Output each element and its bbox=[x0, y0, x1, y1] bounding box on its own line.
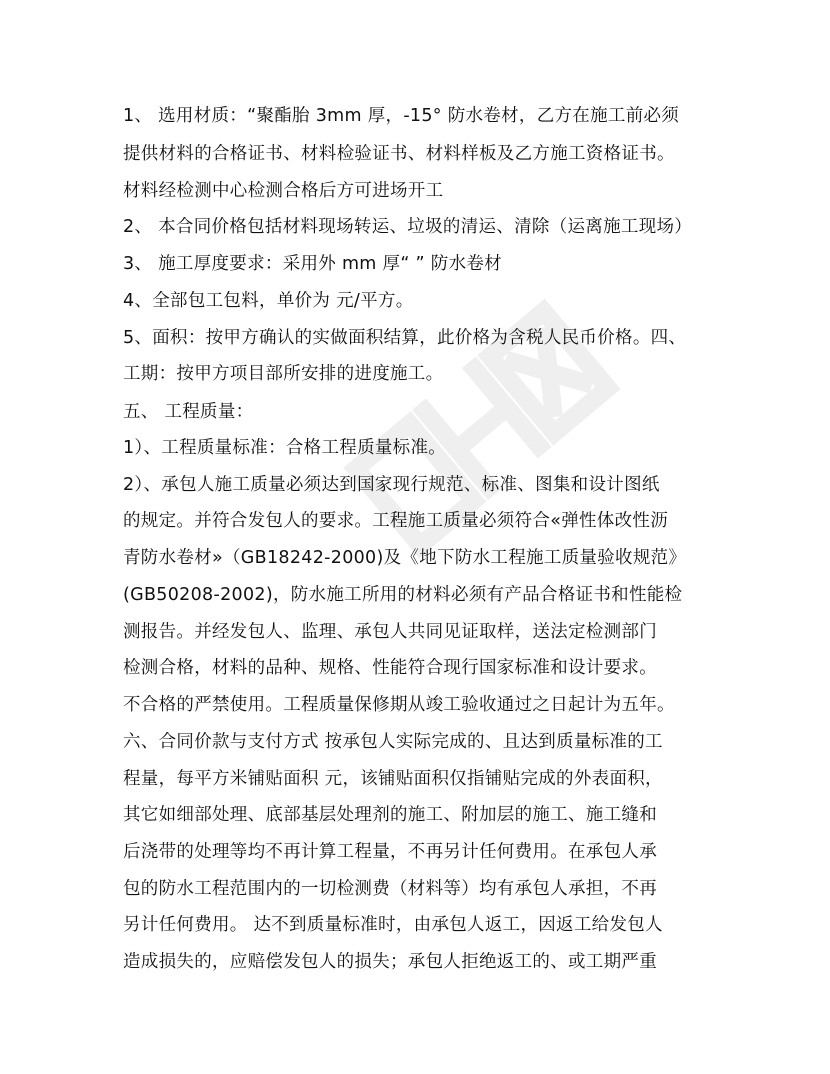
text-line: 1、 选用材质：“聚酯胎 3mm 厚，-15° 防水卷材，乙方在施工前必须 bbox=[123, 106, 680, 126]
text-line: 的规定。并符合发包人的要求。工程施工质量必须符合«弹性体改性沥 bbox=[123, 511, 669, 531]
text-line: 造成损失的，应赔偿发包人的损失；承包人拒绝返工的、或工期严重 bbox=[123, 952, 657, 972]
text-line: (GB50208-2002)，防水施工所用的材料必须有产品合格证书和性能检 bbox=[123, 585, 683, 605]
text-line: 不合格的严禁使用。工程质量保修期从竣工验收通过之日起计为五年。 bbox=[123, 695, 675, 715]
text-line: 3、 施工厚度要求：采用外 mm 厚“ ” 防水卷材 bbox=[123, 254, 502, 274]
text-line: 材料经检测中心检测合格后方可进场开工 bbox=[123, 181, 444, 201]
text-line: 5、面积：按甲方确认的实做面积结算，此价格为含税人民币价格。四、 bbox=[123, 328, 687, 348]
text-line: 青防水卷材»（GB18242-2000)及《地下防水工程施工质量验收规范》 bbox=[123, 548, 687, 568]
text-line: 其它如细部处理、底部基层处理剂的施工、附加层的施工、施工缝和 bbox=[123, 805, 657, 825]
text-line: 1）、工程质量标准：合格工程质量标准。 bbox=[123, 438, 447, 458]
text-line: 另计任何费用。 达不到质量标准时，由承包人返工，因返工给发包人 bbox=[123, 915, 663, 935]
text-line: 2、 本合同价格包括材料现场转运、垃圾的清运、清除（运离施工现场） bbox=[123, 217, 693, 237]
text-line: 4、全部包工包料，单价为 元/平方。 bbox=[123, 291, 414, 311]
text-line: 程量，每平方米铺贴面积 元，该铺贴面积仅指铺贴完成的外表面积， bbox=[123, 769, 663, 789]
text-line: 测报告。并经发包人、监理、承包人共同见证取样，送法定检测部门 bbox=[123, 622, 657, 642]
text-line: 工期：按甲方项目部所安排的进度施工。 bbox=[123, 364, 444, 384]
text-line: 六、合同价款与支付方式 按承包人实际完成的、且达到质量标准的工 bbox=[123, 732, 663, 752]
text-line: 包的防水工程范围内的一切检测费（材料等）均有承包人承担，不再 bbox=[123, 879, 657, 899]
text-line: 五、 工程质量： bbox=[123, 402, 254, 422]
text-line: 提供材料的合格证书、材料检验证书、材料样板及乙方施工资格证书。 bbox=[123, 144, 675, 164]
text-line: 后浇带的处理等均不再计算工程量，不再另计任何费用。在承包人承 bbox=[123, 842, 657, 862]
text-line: 2）、承包人施工质量必须达到国家现行规范、标准、图集和设计图纸 bbox=[123, 475, 660, 495]
text-line: 检测合格，材料的品种、规格、性能符合现行国家标准和设计要求。 bbox=[123, 658, 657, 678]
